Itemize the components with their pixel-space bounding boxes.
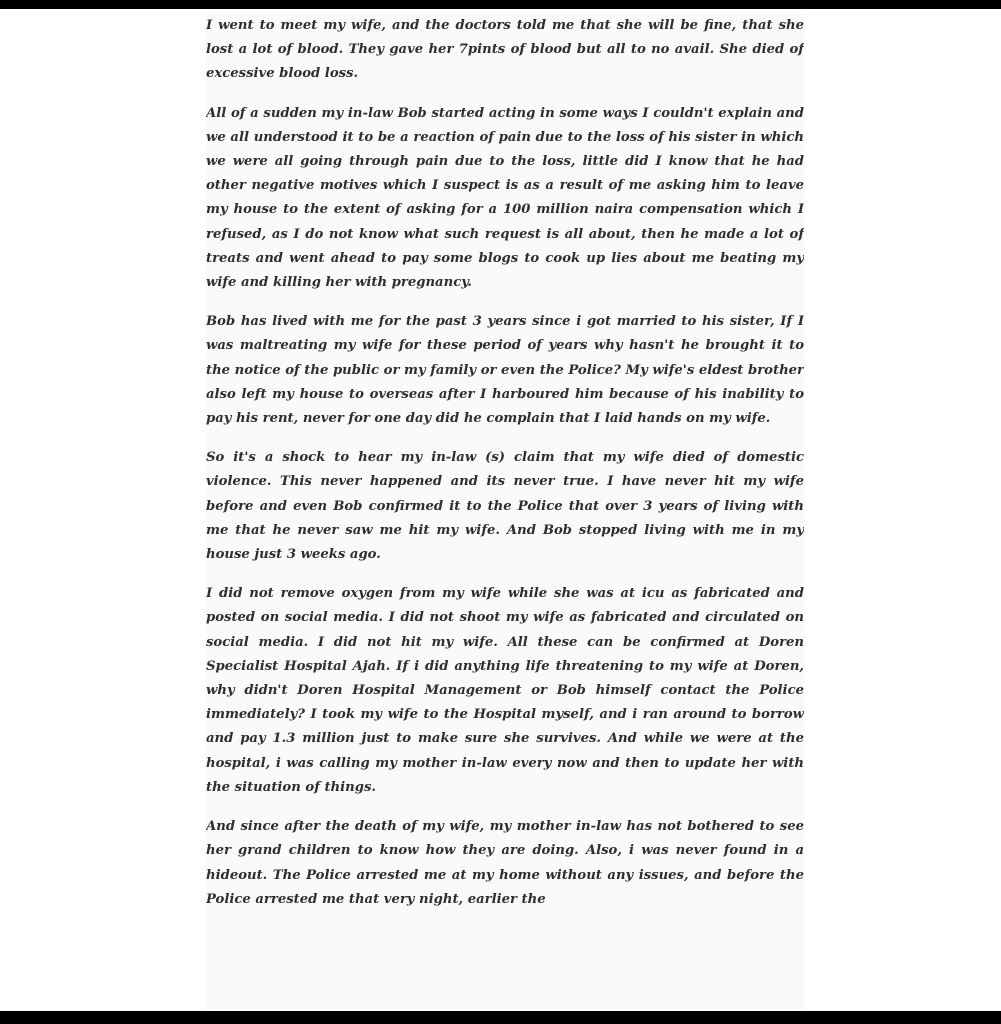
paragraph-wife-death: I went to meet my wife, and the doctors told me that she will be fine, that she lost a lot of blood. They gave her 7pints of blood but all to no avail. She died of excessive blood loss. xyxy=(206,18,804,82)
paragraph-in-law-bob: All of a sudden my in-law Bob started acting in some ways I couldn't explain and we all understood it to be a reaction of pain due to the loss of his sister in which we were all going through pain due to the loss, little did I know that he had other negative motives which I suspect is as a result of me asking him to leave my house to the extent of asking for a 100 million naira compensation which I refused, as I do not know what such request is all about, then he made a lot of treats and went ahead to pay some blogs to cook up lies about me beating my wife and killing her with pregnancy. xyxy=(206,105,804,291)
top-black-bar xyxy=(0,0,1001,9)
paragraph-mother-in-law: And since after the death of my wife, my mother in-law has not bothered to see her grand children to know how they are doing. Also, i was never found in a hideout. The Police arrested me at my home without any issues, and before the Police arrested me that very night, earlier the xyxy=(206,819,804,907)
document-page xyxy=(206,14,804,1010)
paragraph-domestic-violence-claim: So it's a shock to hear my in-law (s) claim that my wife died of domestic violence. This never happened and its never true. I have never hit my wife before and even Bob confirmed it to the Police that over 3 years of living with me that he never saw me hit my wife. And Bob stopped living with me in my house just 3 weeks ago. xyxy=(206,450,804,563)
bottom-black-bar xyxy=(0,1011,1001,1024)
paragraph-bob-lived-with-me: Bob has lived with me for the past 3 years since i got married to his sister, If I was maltreating my wife for these period of years why hasn't he brought it to the notice of the public or my family or even the Police? My wife's eldest brother also left my house to overseas after I harboured him because of his inability to pay his rent, never for one day did he complain that I laid hands on my wife. xyxy=(206,314,804,427)
paragraph-oxygen-icu: I did not remove oxygen from my wife while she was at icu as fabricated and posted on social media. I did not shoot my wife as fabricated and circulated on social media. I did not hit my wife. All these can be confirmed at Doren Specialist Hospital Ajah. If i did anything life threatening to my wife at Doren, why didn't Doren Hospital Management or Bob himself contact the Police immediately? I took my wife to the Hospital myself, and i ran around to borrow and pay 1.3 million just to make sure she survives. And while we were at the hospital, i was calling my mother in-law every now and then to update her with the situation of things. xyxy=(206,586,804,795)
